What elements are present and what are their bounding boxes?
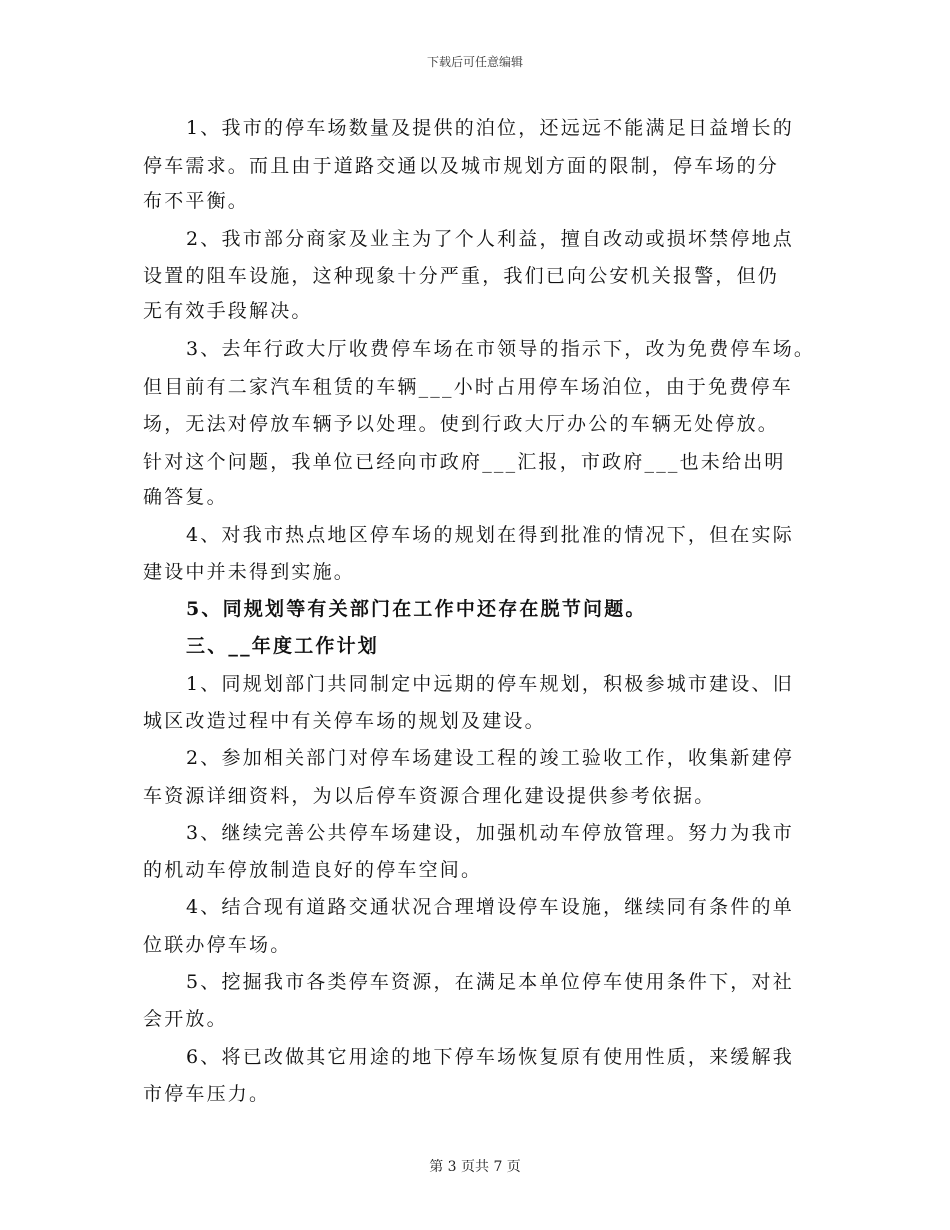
section-heading-line: 三、__年度工作计划 — [186, 635, 380, 657]
body-line: 停车需求。而且由于道路交通以及城市规划方面的限制，停车场的分 — [143, 155, 780, 177]
body-line: 城区改造过程中有关停车场的规划及建设。 — [143, 710, 546, 732]
body-line: 针对这个问题，我单位已经向市政府___汇报，市政府___也未给出明 — [143, 451, 786, 473]
body-line: 无有效手段解决。 — [143, 300, 313, 322]
body-line: 场，无法对停放车辆予以处理。使到行政大厅办公的车辆无处停放。 — [143, 413, 780, 435]
body-line: 4、对我市热点地区停车场的规划在得到批准的情况下，但在实际 — [186, 524, 794, 546]
body-line: 设置的阻车设施，这种现象十分严重，我们已向公安机关报警，但仍 — [143, 265, 780, 287]
section-heading-line: 5、同规划等有关部门在工作中还存在脱节问题。 — [186, 598, 647, 620]
body-line: 位联办停车场。 — [143, 934, 292, 956]
body-line: 布不平衡。 — [143, 190, 250, 212]
body-line: 建设中并未得到实施。 — [143, 561, 356, 583]
body-line: 市停车压力。 — [143, 1083, 271, 1105]
body-line: 但目前有二家汽车租赁的车辆___小时占用停车场泊位，由于免费停车 — [143, 376, 793, 398]
body-line: 1、我市的停车场数量及提供的泊位，还远远不能满足日益增长的 — [186, 117, 794, 139]
body-line: 1、同规划部门共同制定中远期的停车规划，积极参城市建设、旧 — [186, 673, 794, 695]
body-line: 会开放。 — [143, 1008, 228, 1030]
body-line: 2、我市部分商家及业主为了个人利益，擅自改动或损坏禁停地点 — [186, 228, 794, 250]
body-line: 3、继续完善公共停车场建设，加强机动车停放管理。努力为我市 — [186, 822, 794, 844]
body-line: 的机动车停放制造良好的停车空间。 — [143, 859, 483, 881]
body-line: 4、结合现有道路交通状况合理增设停车设施，继续同有条件的单 — [186, 896, 794, 918]
body-line: 3、去年行政大厅收费停车场在市领导的指示下，改为免费停车场。 — [186, 338, 816, 360]
body-line: 确答复。 — [143, 486, 228, 508]
body-line: 2、参加相关部门对停车场建设工程的竣工验收工作，收集新建停 — [186, 747, 794, 769]
page-header-note: 下载后可任意编辑 — [426, 55, 523, 69]
body-line: 6、将已改做其它用途的地下停车场恢复原有使用性质，来缓解我 — [186, 1046, 794, 1068]
page-number: 第 3 页共 7 页 — [429, 1159, 521, 1175]
body-line: 车资源详细资料，为以后停车资源合理化建设提供参考依据。 — [143, 785, 716, 807]
body-line: 5、挖掘我市各类停车资源，在满足本单位停车使用条件下，对社 — [186, 971, 794, 993]
